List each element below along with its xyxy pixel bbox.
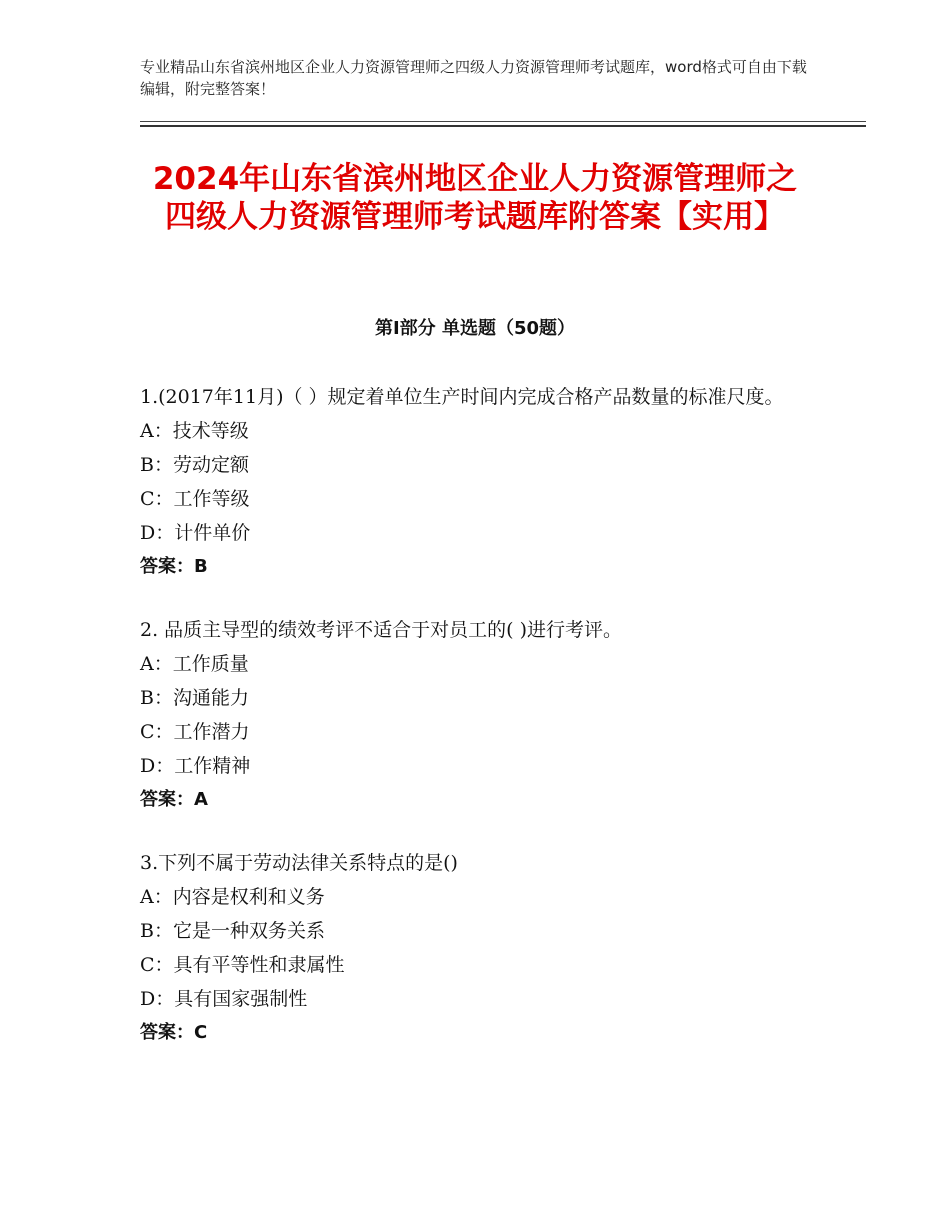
question-item — [140, 847, 810, 1050]
question-option: D：具有国家强制性 — [140, 988, 308, 1010]
question-option: C：具有平等性和隶属性 — [140, 954, 345, 976]
header-divider-thin — [140, 121, 866, 122]
section-title: 第Ⅰ部分 单选题（50题） — [374, 318, 575, 339]
question-option: B：沟通能力 — [140, 687, 249, 709]
question-option: A：内容是权利和义务 — [140, 886, 325, 908]
question-item — [140, 614, 810, 817]
question-option: A：工作质量 — [140, 653, 249, 675]
question-option: D：计件单价 — [140, 522, 251, 544]
header-divider-thick — [140, 125, 866, 127]
question-option: A：技术等级 — [140, 420, 249, 442]
question-option: D：工作精神 — [140, 755, 251, 777]
question-stem: 3.下列不属于劳动法律关系特点的是() — [140, 852, 458, 874]
question-item — [140, 381, 810, 584]
question-stem: 1.(2017年11月)（ ）规定着单位生产时间内完成合格产品数量的标准尺度。 — [140, 386, 784, 408]
question-answer: 答案：B — [140, 556, 208, 577]
question-option: B：它是一种双务关系 — [140, 920, 325, 942]
document-title: 2024年山东省滨州地区企业人力资源管理师之四级人力资源管理师考试题库附答案【实用】 — [152, 161, 798, 235]
question-option: C：工作潜力 — [140, 721, 250, 743]
question-answer: 答案：A — [140, 789, 208, 810]
question-stem: 2. 品质主导型的绩效考评不适合于对员工的( )进行考评。 — [140, 619, 623, 641]
question-option: C：工作等级 — [140, 488, 250, 510]
question-list — [140, 381, 810, 1080]
header-note: 专业精品山东省滨州地区企业人力资源管理师之四级人力资源管理师考试题库，word格式可自由下载编辑，附完整答案！ — [140, 58, 807, 98]
question-option: B：劳动定额 — [140, 454, 249, 476]
question-answer: 答案：C — [140, 1022, 208, 1043]
